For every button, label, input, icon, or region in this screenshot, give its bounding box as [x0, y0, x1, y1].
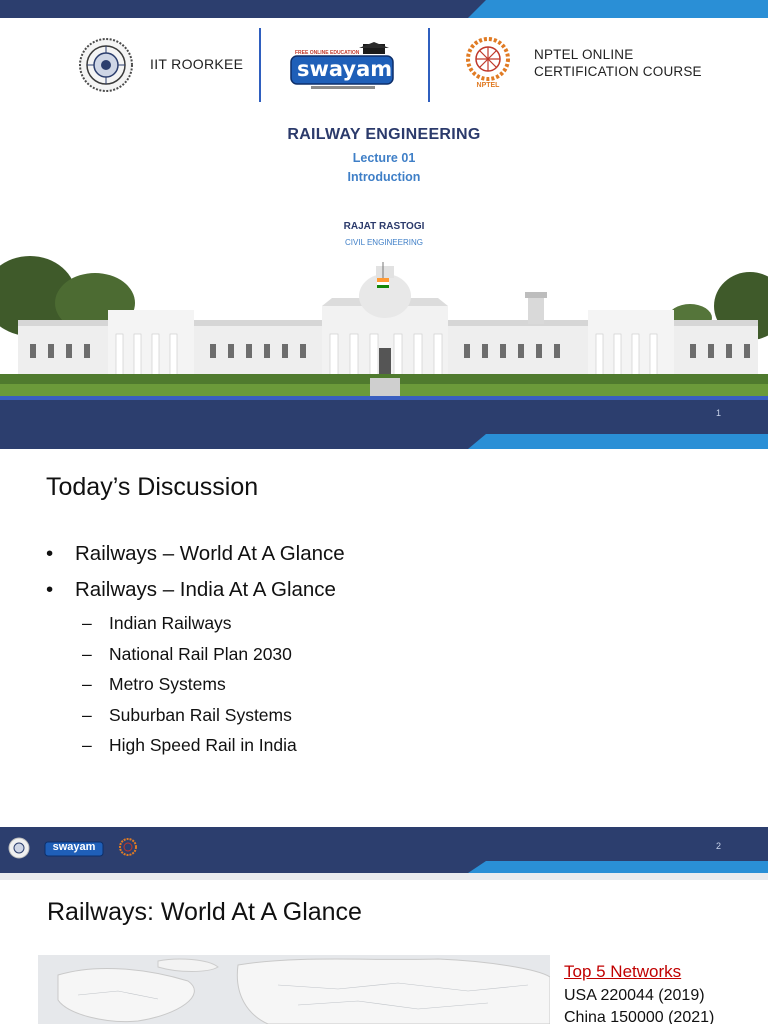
agenda-sub-list	[82, 610, 297, 763]
agenda-sub-item	[82, 732, 297, 763]
iit-roorkee-seal-icon	[78, 37, 134, 93]
lecture-number: Lecture 01	[352, 151, 416, 165]
agenda-sub-item	[82, 641, 297, 672]
agenda-title: Today’s Discussion	[46, 473, 259, 501]
nptel-logo	[462, 36, 514, 92]
iit-roorkee-seal-icon	[8, 837, 30, 859]
agenda-bullet	[46, 575, 345, 611]
dash-icon: –	[82, 674, 92, 694]
network-row: China 150000 (2021)	[564, 1009, 715, 1024]
main-building-image	[0, 248, 768, 396]
world-rail-map-image	[38, 955, 550, 1024]
nptel-badge-text: NPTEL	[476, 82, 500, 89]
nptel-line-2: CERTIFICATION COURSE	[534, 64, 702, 79]
top-networks-heading: Top 5 Networks	[564, 962, 682, 981]
dash-icon: –	[82, 704, 92, 725]
course-title: RAILWAY ENGINEERING	[287, 126, 481, 143]
title-footer-accent	[468, 434, 768, 449]
world-glance-title: Railways: World At A Glance	[47, 898, 362, 926]
sub-item-text: Suburban Rail Systems	[109, 704, 292, 725]
title-slide	[0, 0, 768, 449]
swayam-tagline: FREE ONLINE EDUCATION	[295, 50, 360, 56]
agenda-sub-item	[82, 671, 297, 702]
title-footer-stripe	[0, 396, 768, 400]
logo-divider-right	[428, 28, 430, 102]
nptel-line-1: NPTEL ONLINE	[534, 47, 634, 62]
bullet-text: Railways – India At A Glance	[75, 578, 336, 601]
world-glance-slide	[0, 880, 768, 1024]
dash-icon: –	[82, 643, 92, 664]
sub-item-text: Indian Railways	[109, 613, 232, 633]
agenda-sub-item	[82, 702, 297, 733]
bullet-icon: •	[46, 542, 54, 565]
agenda-slide	[0, 449, 768, 873]
nptel-course-label	[534, 46, 702, 80]
swayam-mini-wordmark: swayam	[52, 841, 96, 853]
logo-divider-left	[259, 28, 261, 102]
sub-item-text: Metro Systems	[109, 674, 226, 694]
sub-item-text: National Rail Plan 2030	[109, 643, 292, 664]
agenda-footer-accent	[468, 861, 768, 873]
bullet-text: Railways – World At A Glance	[75, 542, 345, 565]
swayam-mini-logo	[44, 840, 104, 858]
dash-icon: –	[82, 735, 92, 755]
agenda-bullet-list	[46, 539, 345, 611]
swayam-wordmark: swayam	[297, 57, 393, 81]
dash-icon: –	[82, 613, 92, 633]
slide-2-page-number: 2	[716, 841, 722, 851]
instructor-department: CIVIL ENGINEERING	[345, 238, 423, 247]
network-row: USA 220044 (2019)	[564, 987, 705, 1004]
swayam-logo	[287, 42, 403, 92]
iit-roorkee-label: IIT ROORKEE	[150, 56, 244, 72]
logo-row	[0, 26, 768, 106]
sub-item-text: High Speed Rail in India	[109, 735, 297, 755]
agenda-sub-item	[82, 610, 297, 641]
top-header-accent	[468, 0, 768, 18]
bullet-icon: •	[46, 578, 54, 601]
nptel-seal-icon	[118, 837, 138, 859]
agenda-bullet	[46, 539, 345, 575]
lecture-topic: Introduction	[347, 170, 421, 184]
slide-1-page-number: 1	[716, 408, 722, 418]
instructor-name: RAJAT RASTOGI	[343, 221, 425, 232]
